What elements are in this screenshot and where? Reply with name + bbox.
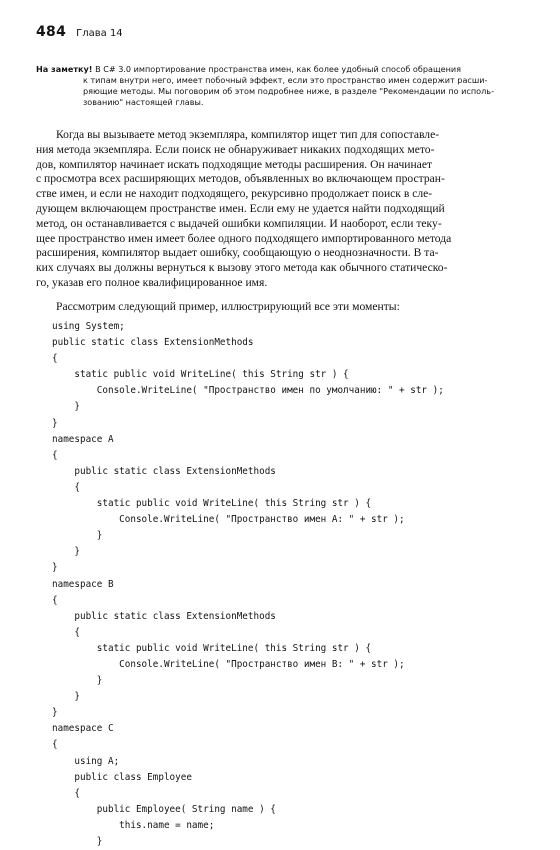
note-line: к типам внутри него, имеет побочный эффект, если это пространство имен содержит расши- [83,75,488,85]
code-listing [52,319,444,850]
code-line: namespace A [52,433,114,445]
code-line: namespace B [52,578,114,590]
code-line: public static class ExtensionMethods [52,610,276,622]
note-text: В C# 3.0 импортирование пространства имен, как более удобный способ обращения [95,64,461,74]
code-line: public static class ExtensionMethods [52,337,254,349]
code-line: namespace C [52,723,114,735]
code-line: { [52,481,80,493]
code-line: } [52,836,103,847]
code-line: { [52,449,58,461]
code-line: } [52,691,80,703]
code-line: Console.WriteLine( "Пространство имен по умолчанию: " + str ); [52,385,444,397]
paragraph-line: щее пространство имен имеет более одного подходящего импортированного метода [36,231,452,245]
paragraph-line: ких случаях вы должны вернуться к вызову этого метода как обычного статическо- [36,261,448,275]
body-paragraph [36,128,542,291]
code-line: { [52,787,80,799]
paragraph-line: дующем включающем пространстве имен. Если ему не удается найти подходящий [36,201,445,215]
paragraph-line: с просмотра всех расширяющих методов, объявленных во включающем простран- [36,172,445,186]
code-line: static public void WriteLine( this String str ) { [52,498,372,510]
code-line: } [52,417,58,429]
paragraph-line: Когда вы вызываете метод экземпляра, компилятор ищет тип для сопоставле- [56,128,440,141]
code-line: public static class ExtensionMethods [52,465,276,477]
paragraph-line: стве имен, и если не находит подходящего, рекурсивно продолжает поиск в сле- [36,187,433,201]
note-line: ряющие методы. Мы поговорим об этом подробнее ниже, в разделе "Рекомендации по исполь- [83,86,494,96]
note-label: На заметку! [36,64,93,74]
code-line: } [52,562,58,574]
note-line [36,64,541,75]
code-line: { [52,594,58,606]
running-header [36,24,123,40]
code-line: Console.WriteLine( "Пространство имен A: " + str ); [52,514,405,526]
code-line: } [52,546,80,558]
code-line: { [52,353,58,365]
code-line: { [52,626,80,638]
code-line: using System; [52,321,125,332]
page-number: 484 [36,24,67,40]
code-line: this.name = name; [52,819,215,831]
paragraph-line: расширения, компилятор выдает ошибку, сообщающую о неоднозначности. В та- [36,246,439,260]
code-line: public class Employee [52,771,192,783]
example-intro: Рассмотрим следующий пример, иллюстрирующий все эти моменты: [56,300,400,313]
code-line: Console.WriteLine( "Пространство имен B: " + str ); [52,658,405,670]
paragraph-line: ния метода экземпляра. Если поиск не обнаруживает никаких подходящих мето- [36,142,435,156]
code-line: } [52,707,58,719]
chapter-title: Глава 14 [76,28,123,39]
note-line: зованию" настоящей главы. [83,97,204,107]
code-line: { [52,739,58,751]
note-box [36,64,541,108]
paragraph-line: метод, он останавливается с выдачей ошибки компиляции. И наоборот, если теку- [36,216,442,230]
code-line: using A; [52,755,120,767]
code-line: } [52,530,103,542]
paragraph-line: дов, компилятор начинает искать подходящие методы расширения. Он начинает [36,157,433,171]
code-line: } [52,401,80,413]
code-line: static public void WriteLine( this String str ) { [52,642,372,654]
code-line: public Employee( String name ) { [52,803,276,815]
paragraph-line: го, указав его полное квалифицированное имя. [36,275,268,289]
code-line: } [52,675,103,687]
code-line: static public void WriteLine( this String str ) { [52,369,349,381]
